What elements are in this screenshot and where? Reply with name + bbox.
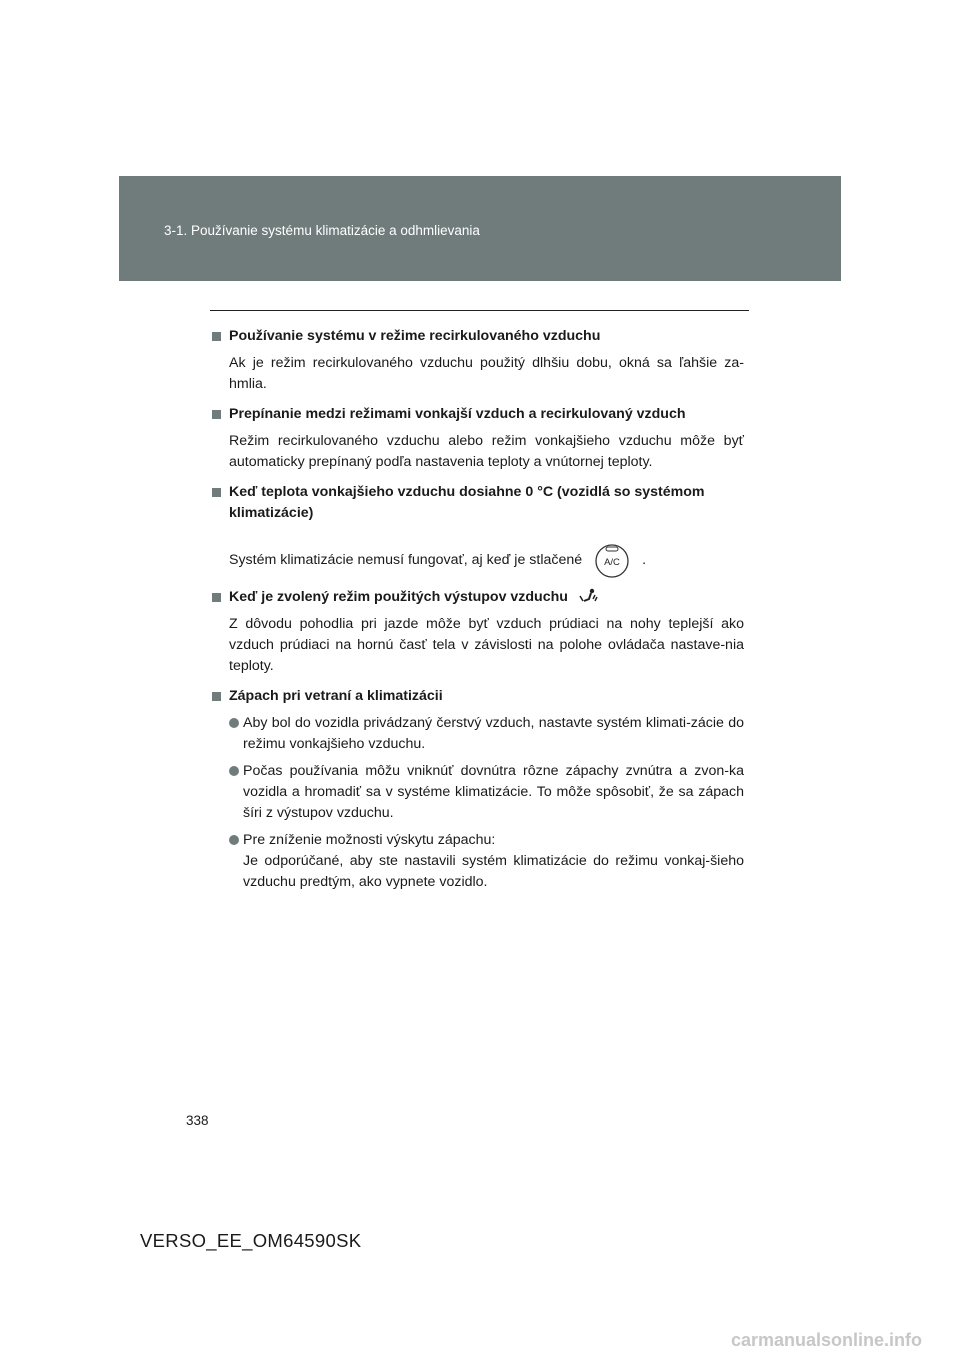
round-bullet-icon [229,766,239,776]
divider [210,310,749,311]
foot-vent-icon [578,588,600,606]
section-heading: Keď je zvolený režim použitých výstupov vzduchu [212,587,744,608]
section-heading: Prepínanie medzi režimami vonkajší vzduch a recirkulovaný vzduch [212,404,744,425]
section-recirculation [212,326,744,395]
ac-button-icon [592,542,632,578]
section-text: Systém klimatizácie nemusí fungovať, aj keď je stlačené A/C . [229,542,744,578]
section-vent-mode [212,587,744,677]
round-bullet-icon [229,718,239,728]
section-title: 3-1. Používanie systému klimatizácie a odhmlievania [164,223,480,238]
list-item: Aby bol do vozidla privádzaný čerstvý vzduch, nastavte systém klimati-zácie do režimu vonkajšieho vzduchu. [229,713,744,755]
square-bullet-icon [212,332,221,341]
list-item: Počas používania môžu vniknúť dovnútra rôzne zápachy zvnútra a zvon-ka vozidla a hromadiť sa v systéme klimatizácie. To môže spôsobiť, že sa zápach šíri z výstupov vzduchu. [229,761,744,824]
round-bullet-icon [229,835,239,845]
square-bullet-icon [212,488,221,497]
svg-text:A/C: A/C [604,557,621,568]
page-number: 338 [186,1113,209,1128]
document-code: VERSO_EE_OM64590SK [140,1230,362,1251]
watermark-logo: carmanualsonline.info [731,1330,923,1350]
content [212,326,744,902]
header-band [119,176,841,281]
section-heading: Používanie systému v režime recirkulovaného vzduchu [212,326,744,347]
square-bullet-icon [212,692,221,701]
section-heading: Keď teplota vonkajšieho vzduchu dosiahne 0 °C (vozidlá so systémom klimatizácie) [212,482,744,524]
list-item: Pre zníženie možnosti výskytu zápachu: Je odporúčané, aby ste nastavili systém klimatizácie do režimu vonkaj-šieho vzduchu predtým, ako vypnete vozidlo. [229,830,744,893]
square-bullet-icon [212,410,221,419]
section-outside-temperature [212,482,744,578]
section-text: Z dôvodu pohodlia pri jazde môže byť vzduch prúdiaci na nohy teplejší ako vzduch prúdiaci na hornú časť tela v závislosti na polohe ovládača nastave-nia teploty. [229,616,744,674]
section-text: Ak je režim recirkulovaného vzduchu použitý dlhšiu dobu, okná sa ľahšie za-hmlia. [229,355,744,392]
square-bullet-icon [212,593,221,602]
section-switching [212,404,744,473]
section-heading: Zápach pri vetraní a klimatizácii [212,686,744,707]
section-text: Režim recirkulovaného vzduchu alebo režim vonkajšieho vzduchu môže byť automaticky prepínaný podľa nastavenia teploty a vnútornej teploty. [229,433,744,470]
section-odor [212,686,744,893]
